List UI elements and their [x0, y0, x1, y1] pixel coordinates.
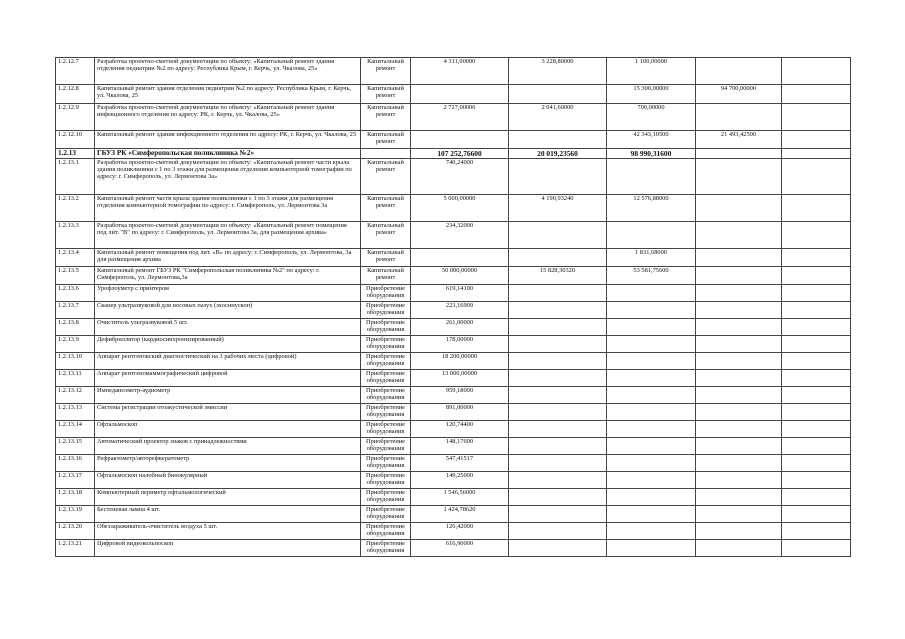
table-body — [56, 58, 851, 557]
amount-cell-5 — [782, 472, 851, 489]
amount-cell-5 — [782, 249, 851, 267]
table-row — [56, 404, 851, 421]
work-type-cell: Капитальный ремонт — [361, 249, 411, 267]
amount-cell-4 — [696, 302, 782, 319]
amount-cell-5 — [782, 159, 851, 195]
amount-cell-5 — [782, 104, 851, 131]
amount-cell-3 — [607, 336, 696, 353]
amount-cell-4 — [696, 319, 782, 336]
amount-cell-1 — [411, 131, 509, 149]
item-name-cell: Офтальмоскоп — [95, 421, 361, 438]
table-row — [56, 353, 851, 370]
amount-cell-1: 107 252,76600 — [411, 149, 509, 159]
amount-cell-4 — [696, 438, 782, 455]
amount-cell-3 — [607, 489, 696, 506]
item-name-cell: ГБУЗ РК «Симферопольская поликлиника №2» — [95, 149, 361, 159]
amount-cell-2 — [509, 319, 607, 336]
amount-cell-2 — [509, 85, 607, 104]
item-name-cell: Аппарат рентгеновский диагностический на 3 рабочих места (цифровой) — [95, 353, 361, 370]
amount-cell-3 — [607, 472, 696, 489]
work-type-cell: Приобретение оборудования — [361, 489, 411, 506]
item-code-cell: 1.2.13.11 — [56, 370, 95, 387]
amount-cell-3: 42 343,10500 — [607, 131, 696, 149]
amount-cell-3 — [607, 370, 696, 387]
amount-cell-3 — [607, 222, 696, 249]
amount-cell-4 — [696, 506, 782, 523]
amount-cell-4 — [696, 540, 782, 557]
amount-cell-5 — [782, 149, 851, 159]
item-code-cell: 1.2.13.17 — [56, 472, 95, 489]
item-code-cell: 1.2.13.1 — [56, 159, 95, 195]
amount-cell-4 — [696, 421, 782, 438]
table-row — [56, 222, 851, 249]
item-name-cell: Капитальный ремонт ГБУЗ РК "Симферопольская поликлиника №2" по адресу: г. Симферополь, ул. Лермонтова,3а — [95, 267, 361, 285]
amount-cell-2: 2 041,60000 — [509, 104, 607, 131]
amount-cell-4 — [696, 159, 782, 195]
amount-cell-2 — [509, 523, 607, 540]
amount-cell-4 — [696, 222, 782, 249]
amount-cell-5 — [782, 222, 851, 249]
table-row — [56, 319, 851, 336]
table-row — [56, 302, 851, 319]
amount-cell-1: 126,42000 — [411, 523, 509, 540]
item-code-cell: 1.2.12.7 — [56, 58, 95, 85]
amount-cell-1: 13 000,00000 — [411, 370, 509, 387]
amount-cell-3: 1 831,68000 — [607, 249, 696, 267]
table-row — [56, 104, 851, 131]
item-name-cell: Разработка проектно-сметной документации по объекту: «Капитальный ремонт помещения под лит. "В" по адресу: г. Симферополь, ул. Лермонтова 3а, для размещения архива» — [95, 222, 361, 249]
table-row — [56, 523, 851, 540]
amount-cell-3 — [607, 285, 696, 302]
table-row — [56, 85, 851, 104]
amount-cell-4 — [696, 489, 782, 506]
amount-cell-4 — [696, 249, 782, 267]
item-name-cell: Система регистрации отоакустической эмиссии — [95, 404, 361, 421]
work-type-cell: Капитальный ремонт — [361, 58, 411, 85]
item-code-cell: 1.2.13.18 — [56, 489, 95, 506]
amount-cell-2 — [509, 353, 607, 370]
amount-cell-3 — [607, 421, 696, 438]
table-row — [56, 285, 851, 302]
item-name-cell: Сканер ультразвуковой для носовых пазух (эхосинускоп) — [95, 302, 361, 319]
amount-cell-1: 261,00000 — [411, 319, 509, 336]
amount-cell-3: 53 581,75600 — [607, 267, 696, 285]
amount-cell-2 — [509, 159, 607, 195]
amount-cell-4 — [696, 523, 782, 540]
item-code-cell: 1.2.13.3 — [56, 222, 95, 249]
amount-cell-2 — [509, 131, 607, 149]
amount-cell-1: 50 000,00000 — [411, 267, 509, 285]
amount-cell-4 — [696, 104, 782, 131]
amount-cell-1: 120,74400 — [411, 421, 509, 438]
amount-cell-4: 94 700,00000 — [696, 85, 782, 104]
table-row — [56, 131, 851, 149]
amount-cell-5 — [782, 489, 851, 506]
amount-cell-5 — [782, 523, 851, 540]
amount-cell-4: 21 493,42500 — [696, 131, 782, 149]
item-code-cell: 1.2.12.8 — [56, 85, 95, 104]
item-name-cell: Капитальный ремонт здания инфекционного отделения по адресу: РК, г. Керчь, ул. Чкалова, 25 — [95, 131, 361, 149]
amount-cell-1: 4 311,00000 — [411, 58, 509, 85]
amount-cell-2 — [509, 404, 607, 421]
amount-cell-3 — [607, 506, 696, 523]
amount-cell-4 — [696, 149, 782, 159]
item-code-cell: 1.2.13.13 — [56, 404, 95, 421]
item-code-cell: 1.2.13.19 — [56, 506, 95, 523]
item-code-cell: 1.2.13.12 — [56, 387, 95, 404]
amount-cell-5 — [782, 336, 851, 353]
table-row — [56, 336, 851, 353]
work-type-cell: Приобретение оборудования — [361, 319, 411, 336]
amount-cell-2 — [509, 472, 607, 489]
item-name-cell: Разработка проектно-сметной документации по объекту: «Капитальный ремонт здания инфекционного отделения по адресу: РК, г. Керчь, ул. Чкалова, 25» — [95, 104, 361, 131]
item-code-cell: 1.2.13.8 — [56, 319, 95, 336]
amount-cell-4 — [696, 58, 782, 85]
amount-cell-2 — [509, 387, 607, 404]
amount-cell-1: 178,00000 — [411, 336, 509, 353]
amount-cell-2: 4 190,93240 — [509, 195, 607, 222]
table-row — [56, 195, 851, 222]
amount-cell-1: 234,32000 — [411, 222, 509, 249]
table-row — [56, 370, 851, 387]
item-code-cell: 1.2.13.9 — [56, 336, 95, 353]
item-code-cell: 1.2.13.10 — [56, 353, 95, 370]
item-name-cell: Разработка проектно-сметной документации по объекту: «Капитальный ремонт здания отделения педиатрии №2 по адресу: Республика Крым, г. Керчь, ул. Чкалова, 25» — [95, 58, 361, 85]
table-row — [56, 421, 851, 438]
amount-cell-4 — [696, 353, 782, 370]
item-name-cell: Компьютерный периметр офтальмологический — [95, 489, 361, 506]
amount-cell-3: 98 990,31600 — [607, 149, 696, 159]
amount-cell-5 — [782, 131, 851, 149]
amount-cell-1 — [411, 249, 509, 267]
amount-cell-4 — [696, 404, 782, 421]
amount-cell-1: 619,14100 — [411, 285, 509, 302]
amount-cell-4 — [696, 472, 782, 489]
amount-cell-3 — [607, 159, 696, 195]
amount-cell-5 — [782, 540, 851, 557]
amount-cell-1: 891,00000 — [411, 404, 509, 421]
amount-cell-4 — [696, 285, 782, 302]
amount-cell-5 — [782, 421, 851, 438]
table-row — [56, 249, 851, 267]
table-row — [56, 58, 851, 85]
amount-cell-2: 20 019,23560 — [509, 149, 607, 159]
work-type-cell: Капитальный ремонт — [361, 104, 411, 131]
table-row — [56, 489, 851, 506]
item-code-cell: 1.2.13.6 — [56, 285, 95, 302]
amount-cell-3 — [607, 302, 696, 319]
amount-cell-4 — [696, 336, 782, 353]
amount-cell-3 — [607, 319, 696, 336]
amount-cell-5 — [782, 506, 851, 523]
item-name-cell: Импедансометр-аудиометр — [95, 387, 361, 404]
amount-cell-5 — [782, 370, 851, 387]
table-row — [56, 387, 851, 404]
amount-cell-3 — [607, 540, 696, 557]
item-name-cell: Разработка проектно-сметной документации по объекту: «Капитальный ремонт части крыла здания поликлиники с 1 по 3 этажи для размещения отделения компьютерной томографии по адресу: г. Симферополь, ул. Лермонтова 3а» — [95, 159, 361, 195]
amount-cell-5 — [782, 455, 851, 472]
amount-cell-2 — [509, 249, 607, 267]
amount-cell-3 — [607, 353, 696, 370]
work-type-cell: Приобретение оборудования — [361, 455, 411, 472]
item-code-cell: 1.2.13.7 — [56, 302, 95, 319]
amount-cell-1: 1 424,78620 — [411, 506, 509, 523]
item-name-cell: Капитальный ремонт здания отделения педиатрии №2 по адресу: Республика Крым, г. Керчь, ул. Чкалова, 25 — [95, 85, 361, 104]
item-name-cell: Капитальный ремонт помещения под лит. «В» по адресу: г. Симферополь, ул. Лермонтова, 3а для размещения архива — [95, 249, 361, 267]
work-type-cell: Приобретение оборудования — [361, 404, 411, 421]
item-name-cell: Цифровой видеокольпоскоп — [95, 540, 361, 557]
work-type-cell — [361, 149, 411, 159]
amount-cell-1: 149,25000 — [411, 472, 509, 489]
amount-cell-2 — [509, 489, 607, 506]
amount-cell-3 — [607, 387, 696, 404]
amount-cell-1 — [411, 85, 509, 104]
item-code-cell: 1.2.13.20 — [56, 523, 95, 540]
amount-cell-2 — [509, 336, 607, 353]
amount-cell-3 — [607, 404, 696, 421]
amount-cell-2 — [509, 285, 607, 302]
item-name-cell: Бестеневая лампа 4 шт. — [95, 506, 361, 523]
work-type-cell: Приобретение оборудования — [361, 421, 411, 438]
amount-cell-5 — [782, 353, 851, 370]
work-type-cell: Капитальный ремонт — [361, 195, 411, 222]
work-type-cell: Капитальный ремонт — [361, 222, 411, 249]
amount-cell-2 — [509, 222, 607, 249]
amount-cell-3: 700,00000 — [607, 104, 696, 131]
work-type-cell: Приобретение оборудования — [361, 387, 411, 404]
amount-cell-1: 148,17600 — [411, 438, 509, 455]
work-type-cell: Приобретение оборудования — [361, 438, 411, 455]
item-name-cell: Дефибриллятор (кардиосинхронизированный) — [95, 336, 361, 353]
work-type-cell: Приобретение оборудования — [361, 523, 411, 540]
amount-cell-1: 616,90000 — [411, 540, 509, 557]
item-code-cell: 1.2.12.9 — [56, 104, 95, 131]
work-type-cell: Приобретение оборудования — [361, 370, 411, 387]
amount-cell-1: 1 546,56000 — [411, 489, 509, 506]
amount-cell-4 — [696, 267, 782, 285]
table-row — [56, 438, 851, 455]
item-code-cell: 1.2.12.10 — [56, 131, 95, 149]
amount-cell-5 — [782, 58, 851, 85]
work-type-cell: Приобретение оборудования — [361, 285, 411, 302]
amount-cell-1: 2 727,00000 — [411, 104, 509, 131]
item-name-cell: Офтальмоскоп налобный бинокулярный — [95, 472, 361, 489]
item-code-cell: 1.2.13.5 — [56, 267, 95, 285]
item-code-cell: 1.2.13.21 — [56, 540, 95, 557]
work-type-cell: Капитальный ремонт — [361, 267, 411, 285]
amount-cell-3: 15 300,00000 — [607, 85, 696, 104]
amount-cell-1: 547,41517 — [411, 455, 509, 472]
item-name-cell: Обеззараживатель-очиститель воздуха 5 шт. — [95, 523, 361, 540]
amount-cell-5 — [782, 438, 851, 455]
work-type-cell: Капитальный ремонт — [361, 131, 411, 149]
table-row — [56, 472, 851, 489]
item-name-cell: Автоматический проектор знаков с принадлежностями — [95, 438, 361, 455]
work-type-cell: Приобретение оборудования — [361, 336, 411, 353]
section-row — [56, 149, 851, 159]
amount-cell-4 — [696, 387, 782, 404]
work-type-cell: Приобретение оборудования — [361, 472, 411, 489]
amount-cell-3 — [607, 523, 696, 540]
amount-cell-3 — [607, 438, 696, 455]
amount-cell-1: 959,18000 — [411, 387, 509, 404]
item-code-cell: 1.2.13.2 — [56, 195, 95, 222]
item-name-cell: Очиститель ультразвуковой 5 шт. — [95, 319, 361, 336]
amount-cell-1: 18 200,00000 — [411, 353, 509, 370]
item-name-cell: Капитальный ремонт части крыла здания поликлиники с 1 по 3 этажи для размещения отделения компьютерной томографии по адресу: г. Симферополь, ул. Лермонтова 3а — [95, 195, 361, 222]
amount-cell-1: 5 000,00000 — [411, 195, 509, 222]
amount-cell-4 — [696, 370, 782, 387]
amount-cell-5 — [782, 404, 851, 421]
work-type-cell: Капитальный ремонт — [361, 85, 411, 104]
table-row — [56, 506, 851, 523]
work-type-cell: Приобретение оборудования — [361, 540, 411, 557]
amount-cell-2: 15 828,30320 — [509, 267, 607, 285]
work-type-cell: Приобретение оборудования — [361, 302, 411, 319]
amount-cell-5 — [782, 319, 851, 336]
amount-cell-1: 740,24000 — [411, 159, 509, 195]
amount-cell-1: 223,16909 — [411, 302, 509, 319]
amount-cell-2 — [509, 506, 607, 523]
table-row — [56, 540, 851, 557]
amount-cell-2: 3 228,80000 — [509, 58, 607, 85]
amount-cell-2 — [509, 540, 607, 557]
table-row — [56, 159, 851, 195]
amount-cell-2 — [509, 455, 607, 472]
item-name-cell: Аппарат рентгеномаммографический цифровой — [95, 370, 361, 387]
item-code-cell: 1.2.13.15 — [56, 438, 95, 455]
amount-cell-5 — [782, 285, 851, 302]
amount-cell-5 — [782, 387, 851, 404]
amount-cell-2 — [509, 302, 607, 319]
amount-cell-5 — [782, 302, 851, 319]
item-code-cell: 1.2.13.4 — [56, 249, 95, 267]
amount-cell-2 — [509, 421, 607, 438]
item-code-cell: 1.2.13 — [56, 149, 95, 159]
amount-cell-3: 1 100,00000 — [607, 58, 696, 85]
item-name-cell: Рефрактометр/авторефкератометр — [95, 455, 361, 472]
amount-cell-4 — [696, 195, 782, 222]
amount-cell-4 — [696, 455, 782, 472]
table-row — [56, 455, 851, 472]
amount-cell-5 — [782, 85, 851, 104]
amount-cell-5 — [782, 267, 851, 285]
item-code-cell: 1.2.13.14 — [56, 421, 95, 438]
table-row — [56, 267, 851, 285]
budget-table — [55, 57, 851, 557]
amount-cell-2 — [509, 438, 607, 455]
amount-cell-2 — [509, 370, 607, 387]
amount-cell-5 — [782, 195, 851, 222]
item-code-cell: 1.2.13.16 — [56, 455, 95, 472]
item-name-cell: Урофлоуметр с принтером — [95, 285, 361, 302]
amount-cell-3 — [607, 455, 696, 472]
work-type-cell: Капитальный ремонт — [361, 159, 411, 195]
work-type-cell: Приобретение оборудования — [361, 353, 411, 370]
work-type-cell: Приобретение оборудования — [361, 506, 411, 523]
amount-cell-3: 12 576,88000 — [607, 195, 696, 222]
